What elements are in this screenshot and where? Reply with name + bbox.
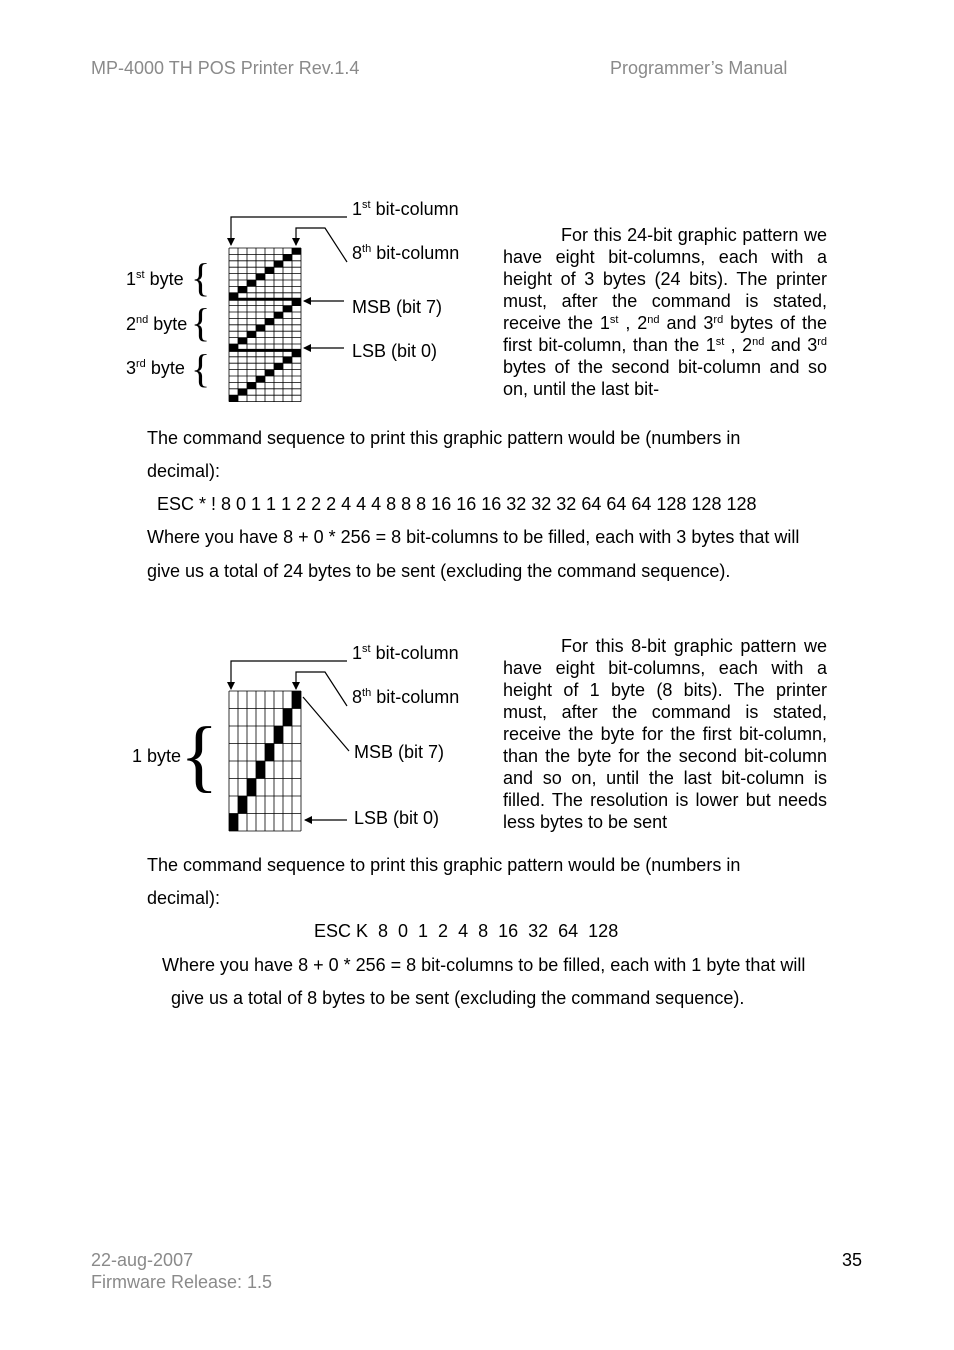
label-lsb: LSB (bit 0) bbox=[352, 341, 438, 361]
pointer-eighth-column bbox=[296, 672, 347, 706]
arrowhead-icon bbox=[227, 682, 235, 690]
label-eighth-bit-column: 8th bit-column bbox=[352, 687, 460, 707]
filled-bit-cell bbox=[229, 814, 238, 832]
page-number: 35 bbox=[842, 1250, 863, 1270]
label-byte-1: 1st byte bbox=[126, 269, 184, 289]
filled-bit-cell bbox=[292, 691, 301, 709]
text-line: decimal): bbox=[147, 888, 221, 908]
label-first-bit-column: 1st bit-column bbox=[352, 643, 459, 663]
description-24bit: For this 24-bit graphic pattern we have eight bit-columns, each with a height of 3 bytes (24 bits). The printer must, after the command is stated, receive the 1st , 2nd and 3rd bytes of the first bit-column, than the 1st , 2nd and 3rd bytes of the second bit-column and so on, until the last bit- bbox=[503, 225, 827, 399]
label-msb: MSB (bit 7) bbox=[354, 742, 445, 762]
filled-bit-cell bbox=[283, 709, 292, 727]
brace-icon: { bbox=[191, 300, 211, 345]
label-first-bit-column: 1st bit-column bbox=[352, 199, 459, 219]
description-8bit: For this 8-bit graphic pattern we have eight bit-columns, each with a height of 1 byte (8 bits). The printer must, after the command is stated, receive the byte for the first bit-column, than the byte for the second bit-column and so on, until the last bit-column is filled. The resolution is lower but needs less bytes to be sent bbox=[503, 636, 827, 832]
arrowhead-icon bbox=[304, 816, 312, 824]
header-manual-name: Programmer’s Manual bbox=[610, 58, 788, 78]
filled-bit-cell bbox=[247, 779, 256, 797]
text-line: give us a total of 24 bytes to be sent (excluding the command sequence). bbox=[147, 561, 731, 581]
filled-bit-cell bbox=[256, 761, 265, 779]
filled-bit-cell bbox=[238, 796, 247, 814]
header-title: MP-4000 TH POS Printer Rev.1.4 bbox=[91, 58, 360, 78]
command-sequence: ESC * ! 8 0 1 1 1 2 2 2 4 4 4 8 8 8 16 16 16 32 32 32 64 64 64 128 128 128 bbox=[157, 494, 757, 514]
bit-grid-8 bbox=[229, 691, 301, 831]
text-line: The command sequence to print this graphic pattern would be (numbers in bbox=[147, 428, 741, 448]
filled-bit-cell bbox=[274, 726, 283, 744]
label-eighth-bit-column: 8th bit-column bbox=[352, 243, 460, 263]
brace-icon: { bbox=[191, 346, 211, 391]
label-msb: MSB (bit 7) bbox=[352, 297, 443, 317]
text-line: give us a total of 8 bytes to be sent (excluding the command sequence). bbox=[171, 988, 745, 1008]
filled-bit-cell bbox=[265, 744, 274, 762]
text-line: Where you have 8 + 0 * 256 = 8 bit-columns to be filled, each with 3 bytes that will bbox=[147, 527, 800, 547]
text-line: The command sequence to print this graphic pattern would be (numbers in bbox=[147, 855, 741, 875]
command-sequence: ESC K 8 0 1 2 4 8 16 32 64 128 bbox=[314, 921, 619, 941]
arrowhead-icon bbox=[292, 682, 300, 690]
pointer-first-column bbox=[231, 661, 347, 689]
brace-icon: { bbox=[180, 712, 219, 800]
footer-firmware: Firmware Release: 1.5 bbox=[91, 1272, 273, 1292]
label-byte-2: 2nd byte bbox=[126, 314, 188, 334]
label-byte-3: 3rd byte bbox=[126, 358, 185, 378]
brace-icon: { bbox=[191, 255, 211, 300]
text-line: decimal): bbox=[147, 461, 221, 481]
label-one-byte: 1 byte bbox=[132, 746, 182, 766]
label-lsb: LSB (bit 0) bbox=[354, 808, 440, 828]
footer-date: 22-aug-2007 bbox=[91, 1250, 194, 1270]
text-line: Where you have 8 + 0 * 256 = 8 bit-columns to be filled, each with 1 byte that will bbox=[162, 955, 806, 975]
pointer-msb bbox=[303, 697, 349, 751]
